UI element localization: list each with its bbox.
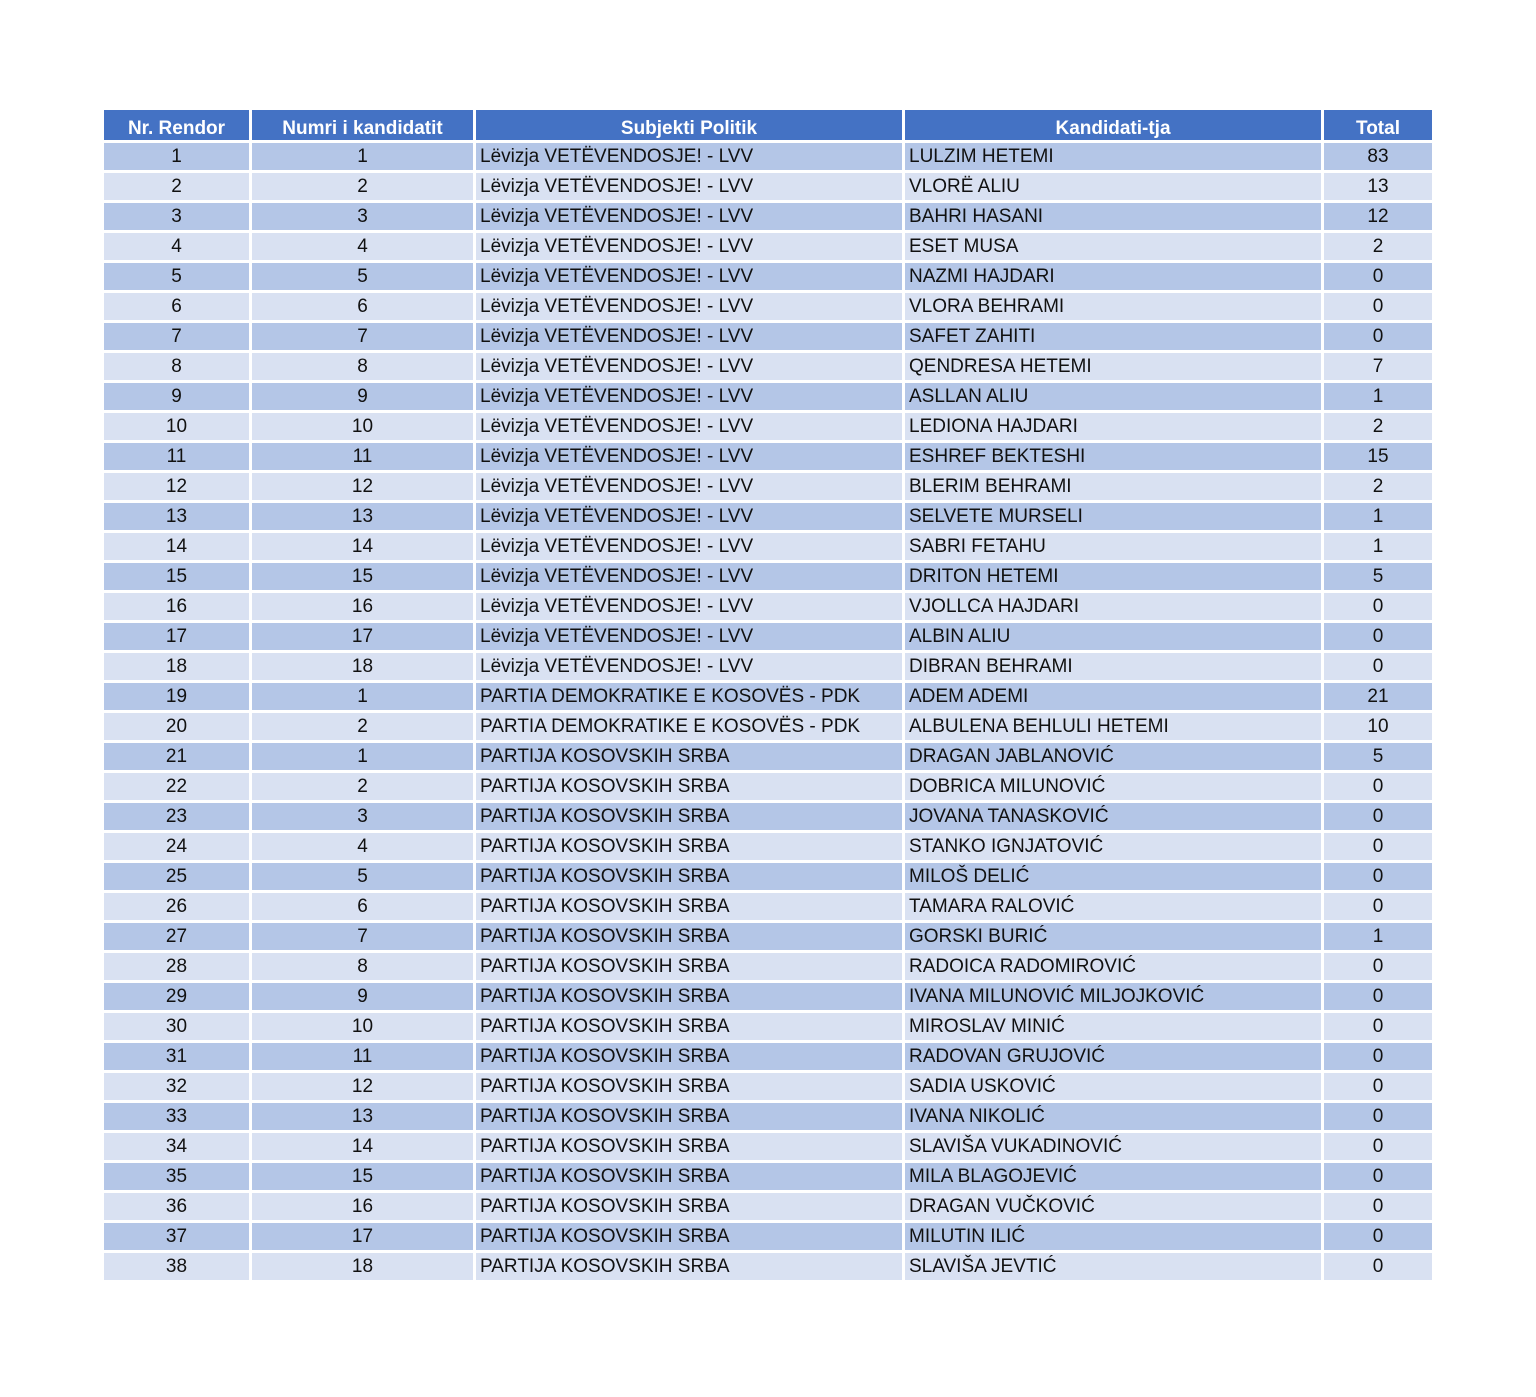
cell-nr-rendor: 27 bbox=[104, 923, 252, 953]
cell-nr-rendor: 35 bbox=[104, 1163, 252, 1193]
cell-subjekti-politik: PARTIA DEMOKRATIKE E KOSOVËS - PDK bbox=[476, 683, 905, 713]
cell-kandidati: BAHRI HASANI bbox=[905, 203, 1324, 233]
cell-total: 21 bbox=[1324, 683, 1432, 713]
cell-subjekti-politik: PARTIJA KOSOVSKIH SRBA bbox=[476, 743, 905, 773]
cell-subjekti-politik: PARTIJA KOSOVSKIH SRBA bbox=[476, 923, 905, 953]
cell-kandidati: ESET MUSA bbox=[905, 233, 1324, 263]
cell-nr-rendor: 2 bbox=[104, 173, 252, 203]
table-row bbox=[104, 893, 1432, 923]
cell-total: 0 bbox=[1324, 803, 1432, 833]
cell-kandidati: VLORË ALIU bbox=[905, 173, 1324, 203]
cell-nr-rendor: 23 bbox=[104, 803, 252, 833]
cell-kandidati: QENDRESA HETEMI bbox=[905, 353, 1324, 383]
table-row bbox=[104, 803, 1432, 833]
cell-total: 12 bbox=[1324, 203, 1432, 233]
cell-nr-rendor: 11 bbox=[104, 443, 252, 473]
cell-numri-kandidatit: 17 bbox=[252, 623, 476, 653]
cell-total: 0 bbox=[1324, 323, 1432, 353]
cell-kandidati: MILA BLAGOJEVIĆ bbox=[905, 1163, 1324, 1193]
cell-subjekti-politik: Lëvizja VETËVENDOSJE! - LVV bbox=[476, 383, 905, 413]
cell-numri-kandidatit: 7 bbox=[252, 323, 476, 353]
cell-subjekti-politik: PARTIJA KOSOVSKIH SRBA bbox=[476, 1223, 905, 1253]
table-row bbox=[104, 503, 1432, 533]
cell-total: 5 bbox=[1324, 743, 1432, 773]
cell-nr-rendor: 30 bbox=[104, 1013, 252, 1043]
cell-subjekti-politik: Lëvizja VETËVENDOSJE! - LVV bbox=[476, 533, 905, 563]
cell-subjekti-politik: Lëvizja VETËVENDOSJE! - LVV bbox=[476, 263, 905, 293]
cell-total: 15 bbox=[1324, 443, 1432, 473]
cell-subjekti-politik: PARTIJA KOSOVSKIH SRBA bbox=[476, 803, 905, 833]
table-row bbox=[104, 923, 1432, 953]
cell-subjekti-politik: PARTIJA KOSOVSKIH SRBA bbox=[476, 1133, 905, 1163]
cell-subjekti-politik: Lëvizja VETËVENDOSJE! - LVV bbox=[476, 563, 905, 593]
cell-subjekti-politik: Lëvizja VETËVENDOSJE! - LVV bbox=[476, 473, 905, 503]
cell-total: 0 bbox=[1324, 1193, 1432, 1223]
cell-numri-kandidatit: 2 bbox=[252, 713, 476, 743]
cell-nr-rendor: 26 bbox=[104, 893, 252, 923]
cell-nr-rendor: 7 bbox=[104, 323, 252, 353]
cell-total: 0 bbox=[1324, 773, 1432, 803]
cell-subjekti-politik: PARTIJA KOSOVSKIH SRBA bbox=[476, 1193, 905, 1223]
cell-nr-rendor: 1 bbox=[104, 143, 252, 173]
cell-nr-rendor: 20 bbox=[104, 713, 252, 743]
table-row bbox=[104, 233, 1432, 263]
cell-kandidati: SLAVIŠA VUKADINOVIĆ bbox=[905, 1133, 1324, 1163]
cell-total: 1 bbox=[1324, 503, 1432, 533]
cell-numri-kandidatit: 14 bbox=[252, 1133, 476, 1163]
cell-total: 0 bbox=[1324, 293, 1432, 323]
cell-numri-kandidatit: 11 bbox=[252, 443, 476, 473]
cell-numri-kandidatit: 13 bbox=[252, 503, 476, 533]
cell-kandidati: ALBULENA BEHLULI HETEMI bbox=[905, 713, 1324, 743]
table-row bbox=[104, 1223, 1432, 1253]
cell-nr-rendor: 17 bbox=[104, 623, 252, 653]
cell-total: 0 bbox=[1324, 1253, 1432, 1283]
cell-subjekti-politik: Lëvizja VETËVENDOSJE! - LVV bbox=[476, 593, 905, 623]
cell-nr-rendor: 4 bbox=[104, 233, 252, 263]
table-body bbox=[104, 143, 1432, 1283]
cell-nr-rendor: 34 bbox=[104, 1133, 252, 1163]
cell-kandidati: MILOŠ DELIĆ bbox=[905, 863, 1324, 893]
table-row bbox=[104, 683, 1432, 713]
cell-total: 0 bbox=[1324, 1163, 1432, 1193]
cell-subjekti-politik: PARTIJA KOSOVSKIH SRBA bbox=[476, 863, 905, 893]
cell-numri-kandidatit: 4 bbox=[252, 833, 476, 863]
cell-nr-rendor: 29 bbox=[104, 983, 252, 1013]
header-subjekti-politik: Subjekti Politik bbox=[476, 110, 905, 143]
cell-nr-rendor: 6 bbox=[104, 293, 252, 323]
cell-subjekti-politik: PARTIJA KOSOVSKIH SRBA bbox=[476, 983, 905, 1013]
cell-subjekti-politik: PARTIJA KOSOVSKIH SRBA bbox=[476, 893, 905, 923]
table-row bbox=[104, 983, 1432, 1013]
table-row bbox=[104, 383, 1432, 413]
cell-subjekti-politik: Lëvizja VETËVENDOSJE! - LVV bbox=[476, 443, 905, 473]
table-row bbox=[104, 293, 1432, 323]
cell-nr-rendor: 16 bbox=[104, 593, 252, 623]
cell-total: 0 bbox=[1324, 623, 1432, 653]
cell-total: 5 bbox=[1324, 563, 1432, 593]
table-row bbox=[104, 413, 1432, 443]
cell-total: 2 bbox=[1324, 233, 1432, 263]
cell-total: 0 bbox=[1324, 1013, 1432, 1043]
table-row bbox=[104, 1193, 1432, 1223]
cell-numri-kandidatit: 5 bbox=[252, 263, 476, 293]
cell-numri-kandidatit: 11 bbox=[252, 1043, 476, 1073]
table-row bbox=[104, 953, 1432, 983]
cell-total: 83 bbox=[1324, 143, 1432, 173]
cell-kandidati: SAFET ZAHITI bbox=[905, 323, 1324, 353]
cell-numri-kandidatit: 3 bbox=[252, 803, 476, 833]
cell-nr-rendor: 22 bbox=[104, 773, 252, 803]
table-row bbox=[104, 713, 1432, 743]
table-row bbox=[104, 563, 1432, 593]
cell-numri-kandidatit: 18 bbox=[252, 1253, 476, 1283]
cell-subjekti-politik: Lëvizja VETËVENDOSJE! - LVV bbox=[476, 353, 905, 383]
cell-nr-rendor: 9 bbox=[104, 383, 252, 413]
cell-total: 0 bbox=[1324, 1223, 1432, 1253]
header-kandidati: Kandidati-tja bbox=[905, 110, 1324, 143]
cell-subjekti-politik: PARTIJA KOSOVSKIH SRBA bbox=[476, 833, 905, 863]
cell-kandidati: NAZMI HAJDARI bbox=[905, 263, 1324, 293]
candidate-results-table bbox=[104, 110, 1432, 1283]
cell-nr-rendor: 25 bbox=[104, 863, 252, 893]
cell-kandidati: DIBRAN BEHRAMI bbox=[905, 653, 1324, 683]
table-row bbox=[104, 1073, 1432, 1103]
cell-kandidati: DRITON HETEMI bbox=[905, 563, 1324, 593]
cell-subjekti-politik: PARTIJA KOSOVSKIH SRBA bbox=[476, 1043, 905, 1073]
cell-total: 10 bbox=[1324, 713, 1432, 743]
cell-subjekti-politik: Lëvizja VETËVENDOSJE! - LVV bbox=[476, 293, 905, 323]
cell-kandidati: IVANA MILUNOVIĆ MILJOJKOVIĆ bbox=[905, 983, 1324, 1013]
cell-kandidati: IVANA NIKOLIĆ bbox=[905, 1103, 1324, 1133]
cell-kandidati: JOVANA TANASKOVIĆ bbox=[905, 803, 1324, 833]
cell-total: 7 bbox=[1324, 353, 1432, 383]
cell-subjekti-politik: PARTIJA KOSOVSKIH SRBA bbox=[476, 1253, 905, 1283]
cell-numri-kandidatit: 15 bbox=[252, 563, 476, 593]
cell-subjekti-politik: Lëvizja VETËVENDOSJE! - LVV bbox=[476, 323, 905, 353]
cell-subjekti-politik: PARTIJA KOSOVSKIH SRBA bbox=[476, 1013, 905, 1043]
header-total: Total bbox=[1324, 110, 1432, 143]
cell-kandidati: VLORA BEHRAMI bbox=[905, 293, 1324, 323]
cell-kandidati: SELVETE MURSELI bbox=[905, 503, 1324, 533]
table-row bbox=[104, 353, 1432, 383]
cell-numri-kandidatit: 3 bbox=[252, 203, 476, 233]
cell-nr-rendor: 32 bbox=[104, 1073, 252, 1103]
cell-nr-rendor: 5 bbox=[104, 263, 252, 293]
cell-subjekti-politik: Lëvizja VETËVENDOSJE! - LVV bbox=[476, 143, 905, 173]
cell-numri-kandidatit: 1 bbox=[252, 743, 476, 773]
table-header bbox=[104, 110, 1432, 143]
header-row bbox=[104, 110, 1432, 143]
cell-numri-kandidatit: 1 bbox=[252, 683, 476, 713]
cell-total: 1 bbox=[1324, 533, 1432, 563]
cell-numri-kandidatit: 18 bbox=[252, 653, 476, 683]
cell-nr-rendor: 15 bbox=[104, 563, 252, 593]
table-row bbox=[104, 533, 1432, 563]
cell-nr-rendor: 37 bbox=[104, 1223, 252, 1253]
cell-subjekti-politik: PARTIJA KOSOVSKIH SRBA bbox=[476, 773, 905, 803]
cell-kandidati: STANKO IGNJATOVIĆ bbox=[905, 833, 1324, 863]
cell-numri-kandidatit: 10 bbox=[252, 1013, 476, 1043]
table-row bbox=[104, 863, 1432, 893]
cell-numri-kandidatit: 16 bbox=[252, 1193, 476, 1223]
cell-nr-rendor: 13 bbox=[104, 503, 252, 533]
cell-subjekti-politik: Lëvizja VETËVENDOSJE! - LVV bbox=[476, 233, 905, 263]
cell-numri-kandidatit: 4 bbox=[252, 233, 476, 263]
table-row bbox=[104, 263, 1432, 293]
cell-subjekti-politik: Lëvizja VETËVENDOSJE! - LVV bbox=[476, 653, 905, 683]
table-row bbox=[104, 743, 1432, 773]
cell-kandidati: LEDIONA HAJDARI bbox=[905, 413, 1324, 443]
cell-numri-kandidatit: 12 bbox=[252, 1073, 476, 1103]
cell-kandidati: LULZIM HETEMI bbox=[905, 143, 1324, 173]
table-row bbox=[104, 653, 1432, 683]
cell-numri-kandidatit: 6 bbox=[252, 293, 476, 323]
cell-numri-kandidatit: 1 bbox=[252, 143, 476, 173]
cell-nr-rendor: 12 bbox=[104, 473, 252, 503]
table-row bbox=[104, 203, 1432, 233]
cell-total: 0 bbox=[1324, 653, 1432, 683]
cell-numri-kandidatit: 13 bbox=[252, 1103, 476, 1133]
table-row bbox=[104, 443, 1432, 473]
cell-subjekti-politik: Lëvizja VETËVENDOSJE! - LVV bbox=[476, 203, 905, 233]
table-row bbox=[104, 1163, 1432, 1193]
cell-nr-rendor: 19 bbox=[104, 683, 252, 713]
table-row bbox=[104, 623, 1432, 653]
table-row bbox=[104, 173, 1432, 203]
cell-kandidati: DRAGAN JABLANOVIĆ bbox=[905, 743, 1324, 773]
cell-numri-kandidatit: 15 bbox=[252, 1163, 476, 1193]
cell-nr-rendor: 24 bbox=[104, 833, 252, 863]
cell-numri-kandidatit: 14 bbox=[252, 533, 476, 563]
cell-total: 0 bbox=[1324, 1133, 1432, 1163]
cell-total: 1 bbox=[1324, 383, 1432, 413]
cell-total: 0 bbox=[1324, 593, 1432, 623]
cell-nr-rendor: 36 bbox=[104, 1193, 252, 1223]
cell-numri-kandidatit: 8 bbox=[252, 953, 476, 983]
cell-kandidati: SLAVIŠA JEVTIĆ bbox=[905, 1253, 1324, 1283]
cell-subjekti-politik: Lëvizja VETËVENDOSJE! - LVV bbox=[476, 623, 905, 653]
cell-numri-kandidatit: 9 bbox=[252, 383, 476, 413]
cell-numri-kandidatit: 9 bbox=[252, 983, 476, 1013]
table-row bbox=[104, 593, 1432, 623]
cell-numri-kandidatit: 5 bbox=[252, 863, 476, 893]
cell-kandidati: DOBRICA MILUNOVIĆ bbox=[905, 773, 1324, 803]
cell-nr-rendor: 38 bbox=[104, 1253, 252, 1283]
cell-kandidati: RADOICA RADOMIROVIĆ bbox=[905, 953, 1324, 983]
table-row bbox=[104, 773, 1432, 803]
cell-numri-kandidatit: 6 bbox=[252, 893, 476, 923]
header-nr-rendor: Nr. Rendor bbox=[104, 110, 252, 143]
cell-total: 2 bbox=[1324, 413, 1432, 443]
table-row bbox=[104, 1253, 1432, 1283]
cell-kandidati: DRAGAN VUČKOVIĆ bbox=[905, 1193, 1324, 1223]
cell-subjekti-politik: Lëvizja VETËVENDOSJE! - LVV bbox=[476, 503, 905, 533]
cell-total: 0 bbox=[1324, 1043, 1432, 1073]
cell-subjekti-politik: Lëvizja VETËVENDOSJE! - LVV bbox=[476, 413, 905, 443]
cell-subjekti-politik: PARTIJA KOSOVSKIH SRBA bbox=[476, 1103, 905, 1133]
cell-numri-kandidatit: 2 bbox=[252, 173, 476, 203]
cell-total: 0 bbox=[1324, 983, 1432, 1013]
cell-kandidati: BLERIM BEHRAMI bbox=[905, 473, 1324, 503]
cell-kandidati: TAMARA RALOVIĆ bbox=[905, 893, 1324, 923]
cell-total: 0 bbox=[1324, 1103, 1432, 1133]
cell-kandidati: VJOLLCA HAJDARI bbox=[905, 593, 1324, 623]
table-row bbox=[104, 143, 1432, 173]
table-row bbox=[104, 1043, 1432, 1073]
cell-numri-kandidatit: 10 bbox=[252, 413, 476, 443]
cell-kandidati: ASLLAN ALIU bbox=[905, 383, 1324, 413]
cell-total: 0 bbox=[1324, 833, 1432, 863]
cell-total: 1 bbox=[1324, 923, 1432, 953]
cell-kandidati: RADOVAN GRUJOVIĆ bbox=[905, 1043, 1324, 1073]
results-sheet bbox=[104, 110, 1432, 1283]
cell-kandidati: ADEM ADEMI bbox=[905, 683, 1324, 713]
cell-total: 0 bbox=[1324, 1073, 1432, 1103]
cell-total: 0 bbox=[1324, 893, 1432, 923]
cell-total: 0 bbox=[1324, 953, 1432, 983]
cell-kandidati: MILUTIN ILIĆ bbox=[905, 1223, 1324, 1253]
cell-nr-rendor: 10 bbox=[104, 413, 252, 443]
table-row bbox=[104, 323, 1432, 353]
table-row bbox=[104, 1133, 1432, 1163]
cell-kandidati: SABRI FETAHU bbox=[905, 533, 1324, 563]
cell-numri-kandidatit: 2 bbox=[252, 773, 476, 803]
cell-nr-rendor: 14 bbox=[104, 533, 252, 563]
cell-subjekti-politik: PARTIJA KOSOVSKIH SRBA bbox=[476, 1163, 905, 1193]
table-row bbox=[104, 833, 1432, 863]
cell-nr-rendor: 21 bbox=[104, 743, 252, 773]
cell-numri-kandidatit: 17 bbox=[252, 1223, 476, 1253]
table-row bbox=[104, 473, 1432, 503]
cell-numri-kandidatit: 7 bbox=[252, 923, 476, 953]
cell-kandidati: ALBIN ALIU bbox=[905, 623, 1324, 653]
cell-nr-rendor: 8 bbox=[104, 353, 252, 383]
cell-subjekti-politik: PARTIJA KOSOVSKIH SRBA bbox=[476, 953, 905, 983]
header-numri-kandidatit: Numri i kandidatit bbox=[252, 110, 476, 143]
cell-total: 2 bbox=[1324, 473, 1432, 503]
cell-total: 0 bbox=[1324, 863, 1432, 893]
cell-nr-rendor: 28 bbox=[104, 953, 252, 983]
cell-nr-rendor: 31 bbox=[104, 1043, 252, 1073]
cell-kandidati: ESHREF BEKTESHI bbox=[905, 443, 1324, 473]
cell-numri-kandidatit: 8 bbox=[252, 353, 476, 383]
cell-kandidati: MIROSLAV MINIĆ bbox=[905, 1013, 1324, 1043]
cell-numri-kandidatit: 12 bbox=[252, 473, 476, 503]
cell-numri-kandidatit: 16 bbox=[252, 593, 476, 623]
cell-nr-rendor: 3 bbox=[104, 203, 252, 233]
cell-subjekti-politik: Lëvizja VETËVENDOSJE! - LVV bbox=[476, 173, 905, 203]
table-row bbox=[104, 1103, 1432, 1133]
cell-subjekti-politik: PARTIJA KOSOVSKIH SRBA bbox=[476, 1073, 905, 1103]
cell-total: 0 bbox=[1324, 263, 1432, 293]
table-row bbox=[104, 1013, 1432, 1043]
cell-kandidati: GORSKI BURIĆ bbox=[905, 923, 1324, 953]
cell-nr-rendor: 18 bbox=[104, 653, 252, 683]
cell-subjekti-politik: PARTIA DEMOKRATIKE E KOSOVËS - PDK bbox=[476, 713, 905, 743]
cell-nr-rendor: 33 bbox=[104, 1103, 252, 1133]
cell-kandidati: SADIA USKOVIĆ bbox=[905, 1073, 1324, 1103]
cell-total: 13 bbox=[1324, 173, 1432, 203]
